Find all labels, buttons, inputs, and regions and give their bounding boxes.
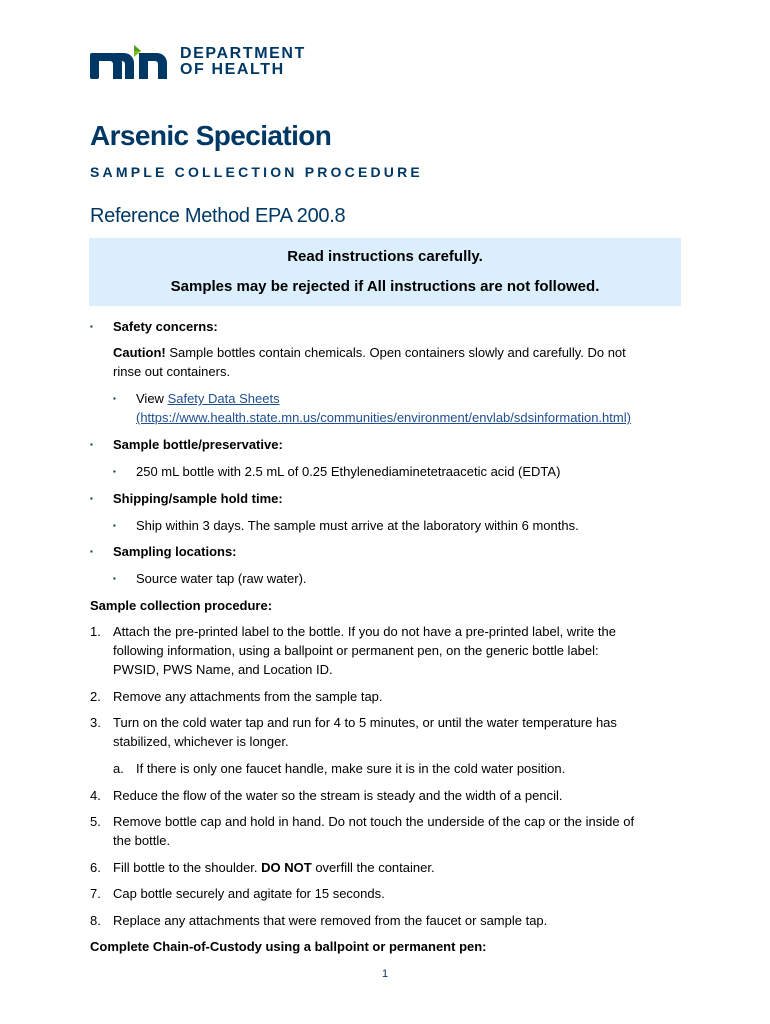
sds-link[interactable]: Safety Data Sheets [167,391,280,406]
caution-line-1 [113,343,626,362]
bullet-icon: ▪ [113,467,116,476]
caution-label: Caution! [113,345,166,360]
logo-wordmark [180,46,306,78]
substep-text: If there is only one faucet handle, make sure it is in the cold water position. [136,761,566,776]
step-3-line-1: Turn on the cold water tap and run for 4 to 5 minutes, or until the water temperature has [113,715,617,730]
bullet-icon: ▪ [113,394,116,403]
view-label: View [136,391,168,406]
callout-line-1: Read instructions carefully. [287,248,483,265]
shipping-item: Ship within 3 days. The sample must arrive at the laboratory within 6 months. [136,518,579,533]
step-1-line-2: following information, using a ballpoint or permanent pen, on the generic bottle label: [113,643,599,658]
bottle-item: 250 mL bottle with 2.5 mL of 0.25 Ethylenediaminetetraacetic acid (EDTA) [136,464,561,479]
shipping-heading: Shipping/sample hold time: [113,491,283,506]
bullet-icon: ▪ [90,322,93,331]
sds-line [136,389,280,408]
bullet-icon: ▪ [90,547,93,556]
step-4-text: Reduce the flow of the water so the stream is steady and the width of a pencil. [113,788,563,803]
mn-logo-icon [90,45,168,79]
step-6-pre: Fill bottle to the shoulder. [113,860,262,875]
step-5-line-2: the bottle. [113,833,171,848]
step-3-line-2: stabilized, whichever is longer. [113,734,289,749]
step-number: 3. [90,715,101,730]
step-7-text: Cap bottle securely and agitate for 15 seconds. [113,886,385,901]
step-number: 4. [90,788,101,803]
substep-letter: a. [113,761,124,776]
caution-line-2: rinse out containers. [113,364,231,379]
method-heading: Reference Method EPA 200.8 [90,205,346,227]
bottle-heading: Sample bottle/preservative: [113,437,283,452]
page-number: 1 [381,968,389,980]
bullet-icon: ▪ [90,440,93,449]
step-number: 5. [90,814,101,829]
step-6-bold: DO NOT [261,860,312,875]
caution-text: Sample bottles contain chemicals. Open containers slowly and carefully. Do not [165,345,626,360]
logo-line-2: OF HEALTH [180,61,285,78]
step-8-text: Replace any attachments that were removed from the faucet or sample tap. [113,913,548,928]
step-number: 2. [90,689,101,704]
step-number: 7. [90,886,101,901]
step-6-post: overfill the container. [311,860,435,875]
locations-heading: Sampling locations: [113,544,237,559]
step-6-text [113,858,435,877]
page-subtitle: SAMPLE COLLECTION PROCEDURE [90,164,423,180]
custody-heading: Complete Chain-of-Custody using a ballpoint or permanent pen: [90,939,487,954]
locations-item: Source water tap (raw water). [136,571,307,586]
page-title: Arsenic Speciation [90,120,332,151]
logo-line-1: DEPARTMENT [180,45,306,62]
sds-url-link[interactable]: (https://www.health.state.mn.us/communities/environment/envlab/sdsinformation.html) [136,410,631,425]
procedure-heading: Sample collection procedure: [90,598,273,613]
bullet-icon: ▪ [90,494,93,503]
mdh-logo [90,44,320,80]
step-number: 1. [90,624,101,639]
step-number: 8. [90,913,101,928]
step-1-line-3: PWSID, PWS Name, and Location ID. [113,662,333,677]
bullet-icon: ▪ [113,521,116,530]
instructions-callout [89,238,681,306]
safety-heading: Safety concerns: [113,319,218,334]
step-2-text: Remove any attachments from the sample tap. [113,689,383,704]
step-1-line-1: Attach the pre-printed label to the bottle. If you do not have a pre-printed label, write the [113,624,616,639]
bullet-icon: ▪ [113,574,116,583]
step-number: 6. [90,860,101,875]
step-5-line-1: Remove bottle cap and hold in hand. Do not touch the underside of the cap or the inside of [113,814,635,829]
callout-line-2: Samples may be rejected if All instructions are not followed. [170,278,600,295]
